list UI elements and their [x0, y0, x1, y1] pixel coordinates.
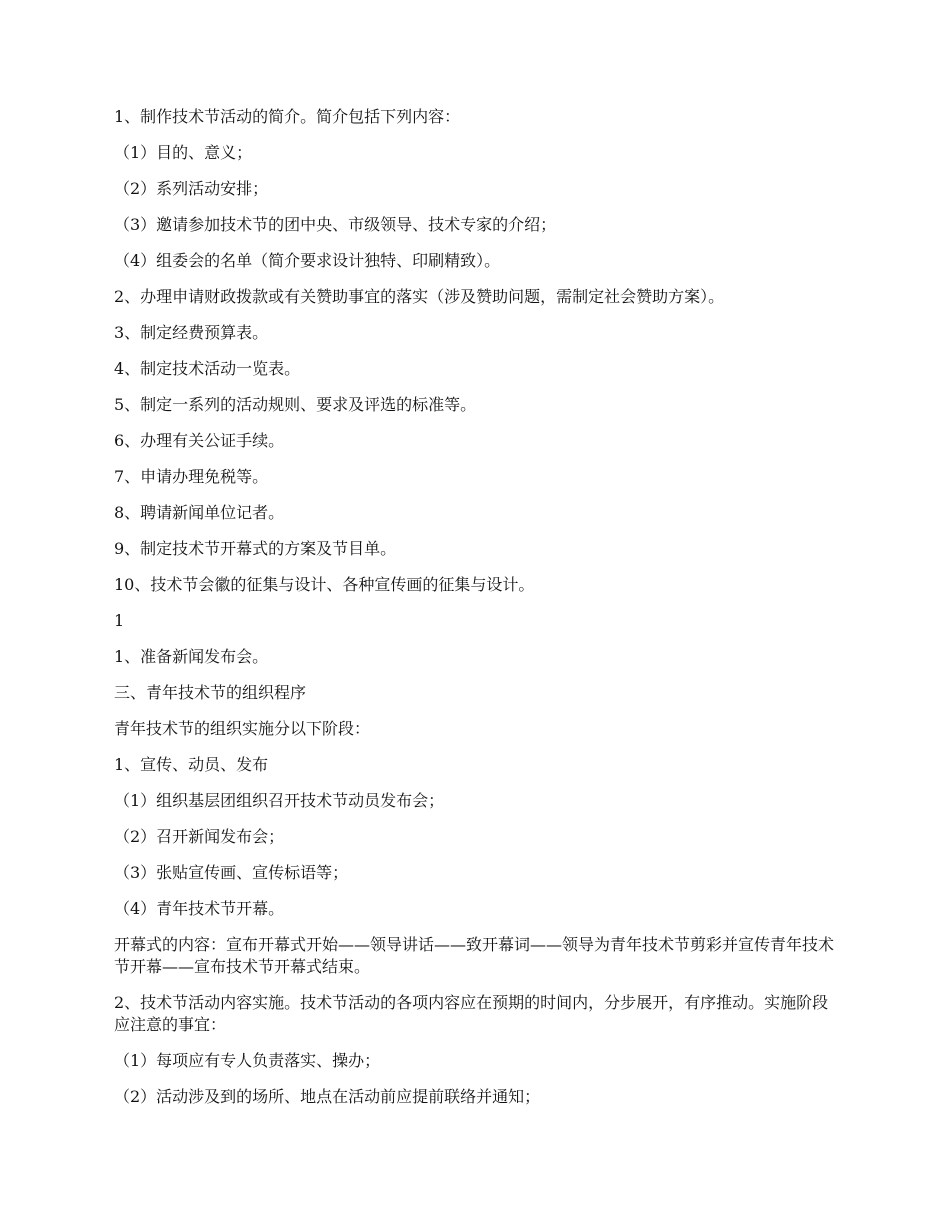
list-item: 9、制定技术节开幕式的方案及节目单。: [114, 539, 397, 558]
list-item: 3、制定经费预算表。: [114, 323, 269, 342]
sub-list-item: （3）张贴宣传画、宣传标语等；: [114, 863, 349, 882]
list-item: 5、制定一系列的活动规则、要求及评选的标准等。: [114, 395, 477, 414]
sub-list-item: （2）系列活动安排；: [114, 179, 269, 198]
list-item: 2、办理申请财政拨款或有关赞助事宜的落实（涉及赞助问题，需制定社会赞助方案）。: [114, 287, 725, 306]
list-item: 7、申请办理免税等。: [114, 467, 269, 486]
sub-list-item: （1）组织基层团组织召开技术节动员发布会；: [114, 791, 445, 810]
list-item: 10、技术节会徽的征集与设计、各种宣传画的征集与设计。: [114, 575, 535, 594]
paragraph: 2、技术节活动内容实施。技术节活动的各项内容应在预期的时间内，分步展开，有序推动。实施阶段应注意的事宜：: [114, 993, 829, 1034]
sub-list-item: （1）目的、意义；: [114, 143, 253, 162]
paragraph: 开幕式的内容：宣布开幕式开始——领导讲话——致开幕词——领导为青年技术节剪彩并宣传青年技术节开幕——宣布技术节开幕式结束。: [114, 935, 835, 976]
page-number: 1: [114, 611, 125, 630]
list-item: 1、宣传、动员、发布: [114, 755, 269, 774]
list-item: 1、制作技术节活动的简介。简介包括下列内容：: [114, 107, 461, 126]
sub-list-item: （4）组委会的名单（简介要求设计独特、印刷精致）。: [114, 251, 501, 270]
list-item: 6、办理有关公证手续。: [114, 431, 285, 450]
document-body: [114, 108, 844, 1124]
sub-list-item: （3）邀请参加技术节的团中央、市级领导、技术专家的介绍；: [114, 215, 557, 234]
paragraph: 青年技术节的组织实施分以下阶段：: [114, 719, 371, 738]
sub-list-item: （2）召开新闻发布会；: [114, 827, 285, 846]
sub-list-item: （4）青年技术节开幕。: [114, 899, 285, 918]
sub-list-item: （2）活动涉及到的场所、地点在活动前应提前联络并通知；: [114, 1087, 541, 1106]
list-item: 8、聘请新闻单位记者。: [114, 503, 285, 522]
section-heading: 三、青年技术节的组织程序: [114, 683, 307, 702]
sub-list-item: （1）每项应有专人负责落实、操办；: [114, 1051, 381, 1070]
list-item: 4、制定技术活动一览表。: [114, 359, 301, 378]
list-item: 1、准备新闻发布会。: [114, 647, 269, 666]
